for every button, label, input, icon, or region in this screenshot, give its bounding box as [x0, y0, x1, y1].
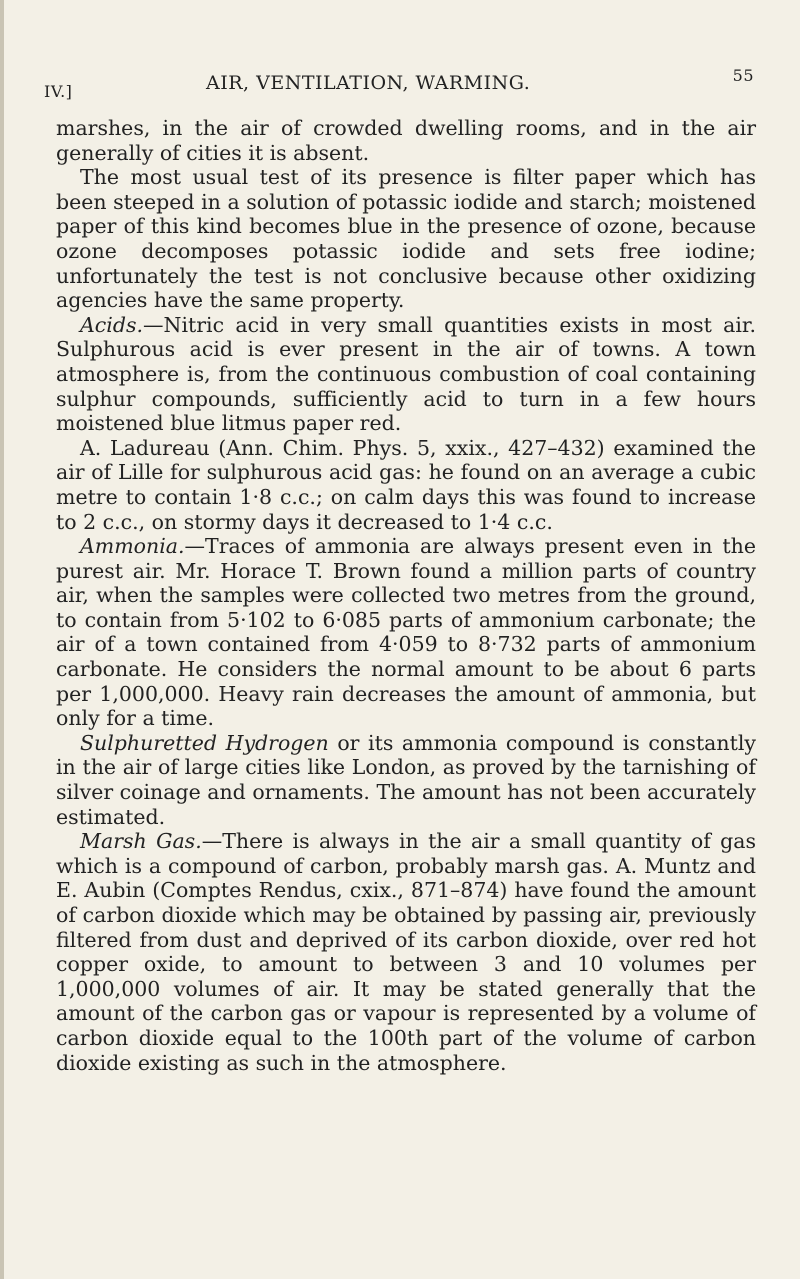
paragraph-lead: Marsh Gas. [80, 829, 202, 854]
paragraph-lead: Ammonia. [80, 534, 185, 559]
page-number: 55 [732, 66, 754, 85]
running-header [44, 66, 754, 110]
paragraph [56, 165, 756, 313]
paragraph [56, 436, 756, 534]
running-title: AIR, VENTILATION, WARMING. [206, 72, 531, 94]
body-text [56, 116, 756, 1075]
paragraph-text: or its ammonia compound is constantly in the air of large cities like London, as proved by the tarnishing of silver coinage and ornaments. The amount has not been accurately estimated. [56, 730, 756, 829]
paragraph [56, 829, 756, 1075]
paragraph-lead: Acids. [80, 312, 144, 337]
page-edge [0, 0, 4, 1279]
paragraph [56, 313, 756, 436]
paragraph [56, 534, 756, 731]
paragraph-text: The most usual test of its presence is filter paper which has been steeped in a solution of potassic iodide and starch; moistened paper of this kind becomes blue in the presence of ozone, because ozone decomposes potassic iodide and sets free iodine; unfortunately the test is not conclusive because other oxidizing agencies have the same property. [56, 165, 756, 313]
paragraph-text: marshes, in the air of crowded dwelling rooms, and in the air generally of cities it is absent. [56, 116, 756, 165]
paragraph-text: —Traces of ammonia are always present even in the purest air. Mr. Horace T. Brown found a million parts of country air, when the samples were collected two metres from the ground, to contain from 5·102 to 6·085 parts of ammonium carbonate; the air of a town contained from 4·059 to 8·732 parts of ammonium carbonate. He considers the normal amount to be about 6 parts per 1,000,000. Heavy rain decreases the amount of ammonia, but only for a time. [56, 534, 756, 731]
chapter-marker: IV.] [44, 82, 73, 101]
paragraph-text: —There is always in the air a small quantity of gas which is a compound of carbon, probably marsh gas. A. Muntz and E. Aubin (Comptes Rendus, cxix., 871–874) have found the amount of carbon dioxide which may be obtained by passing air, previously filtered from dust and deprived of its carbon dioxide, over red hot copper oxide, to amount to between 3 and 10 volumes per 1,000,000 volumes of air. It may be stated generally that the amount of the carbon gas or vapour is represented by a volume of carbon dioxide equal to the 100th part of the volume of carbon dioxide existing as such in the atmosphere. [56, 829, 756, 1075]
paragraph [56, 731, 756, 829]
paragraph-text: —Nitric acid in very small quantities exists in most air. Sulphurous acid is ever present in the air of towns. A town atmosphere is, from the continuous combustion of coal containing sulphur compounds, sufficiently acid to turn in a few hours moistened blue litmus paper red. [56, 312, 756, 436]
paragraph [56, 116, 756, 165]
paragraph-text: A. Ladureau (Ann. Chim. Phys. 5, xxix., 427–432) examined the air of Lille for sulphurous acid gas: he found on an average a cubic metre to contain 1·8 c.c.; on calm days this was found to increase to 2 c.c., on stormy days it decreased to 1·4 c.c. [56, 435, 756, 534]
paragraph-lead: Sulphuretted Hydrogen [80, 730, 329, 755]
